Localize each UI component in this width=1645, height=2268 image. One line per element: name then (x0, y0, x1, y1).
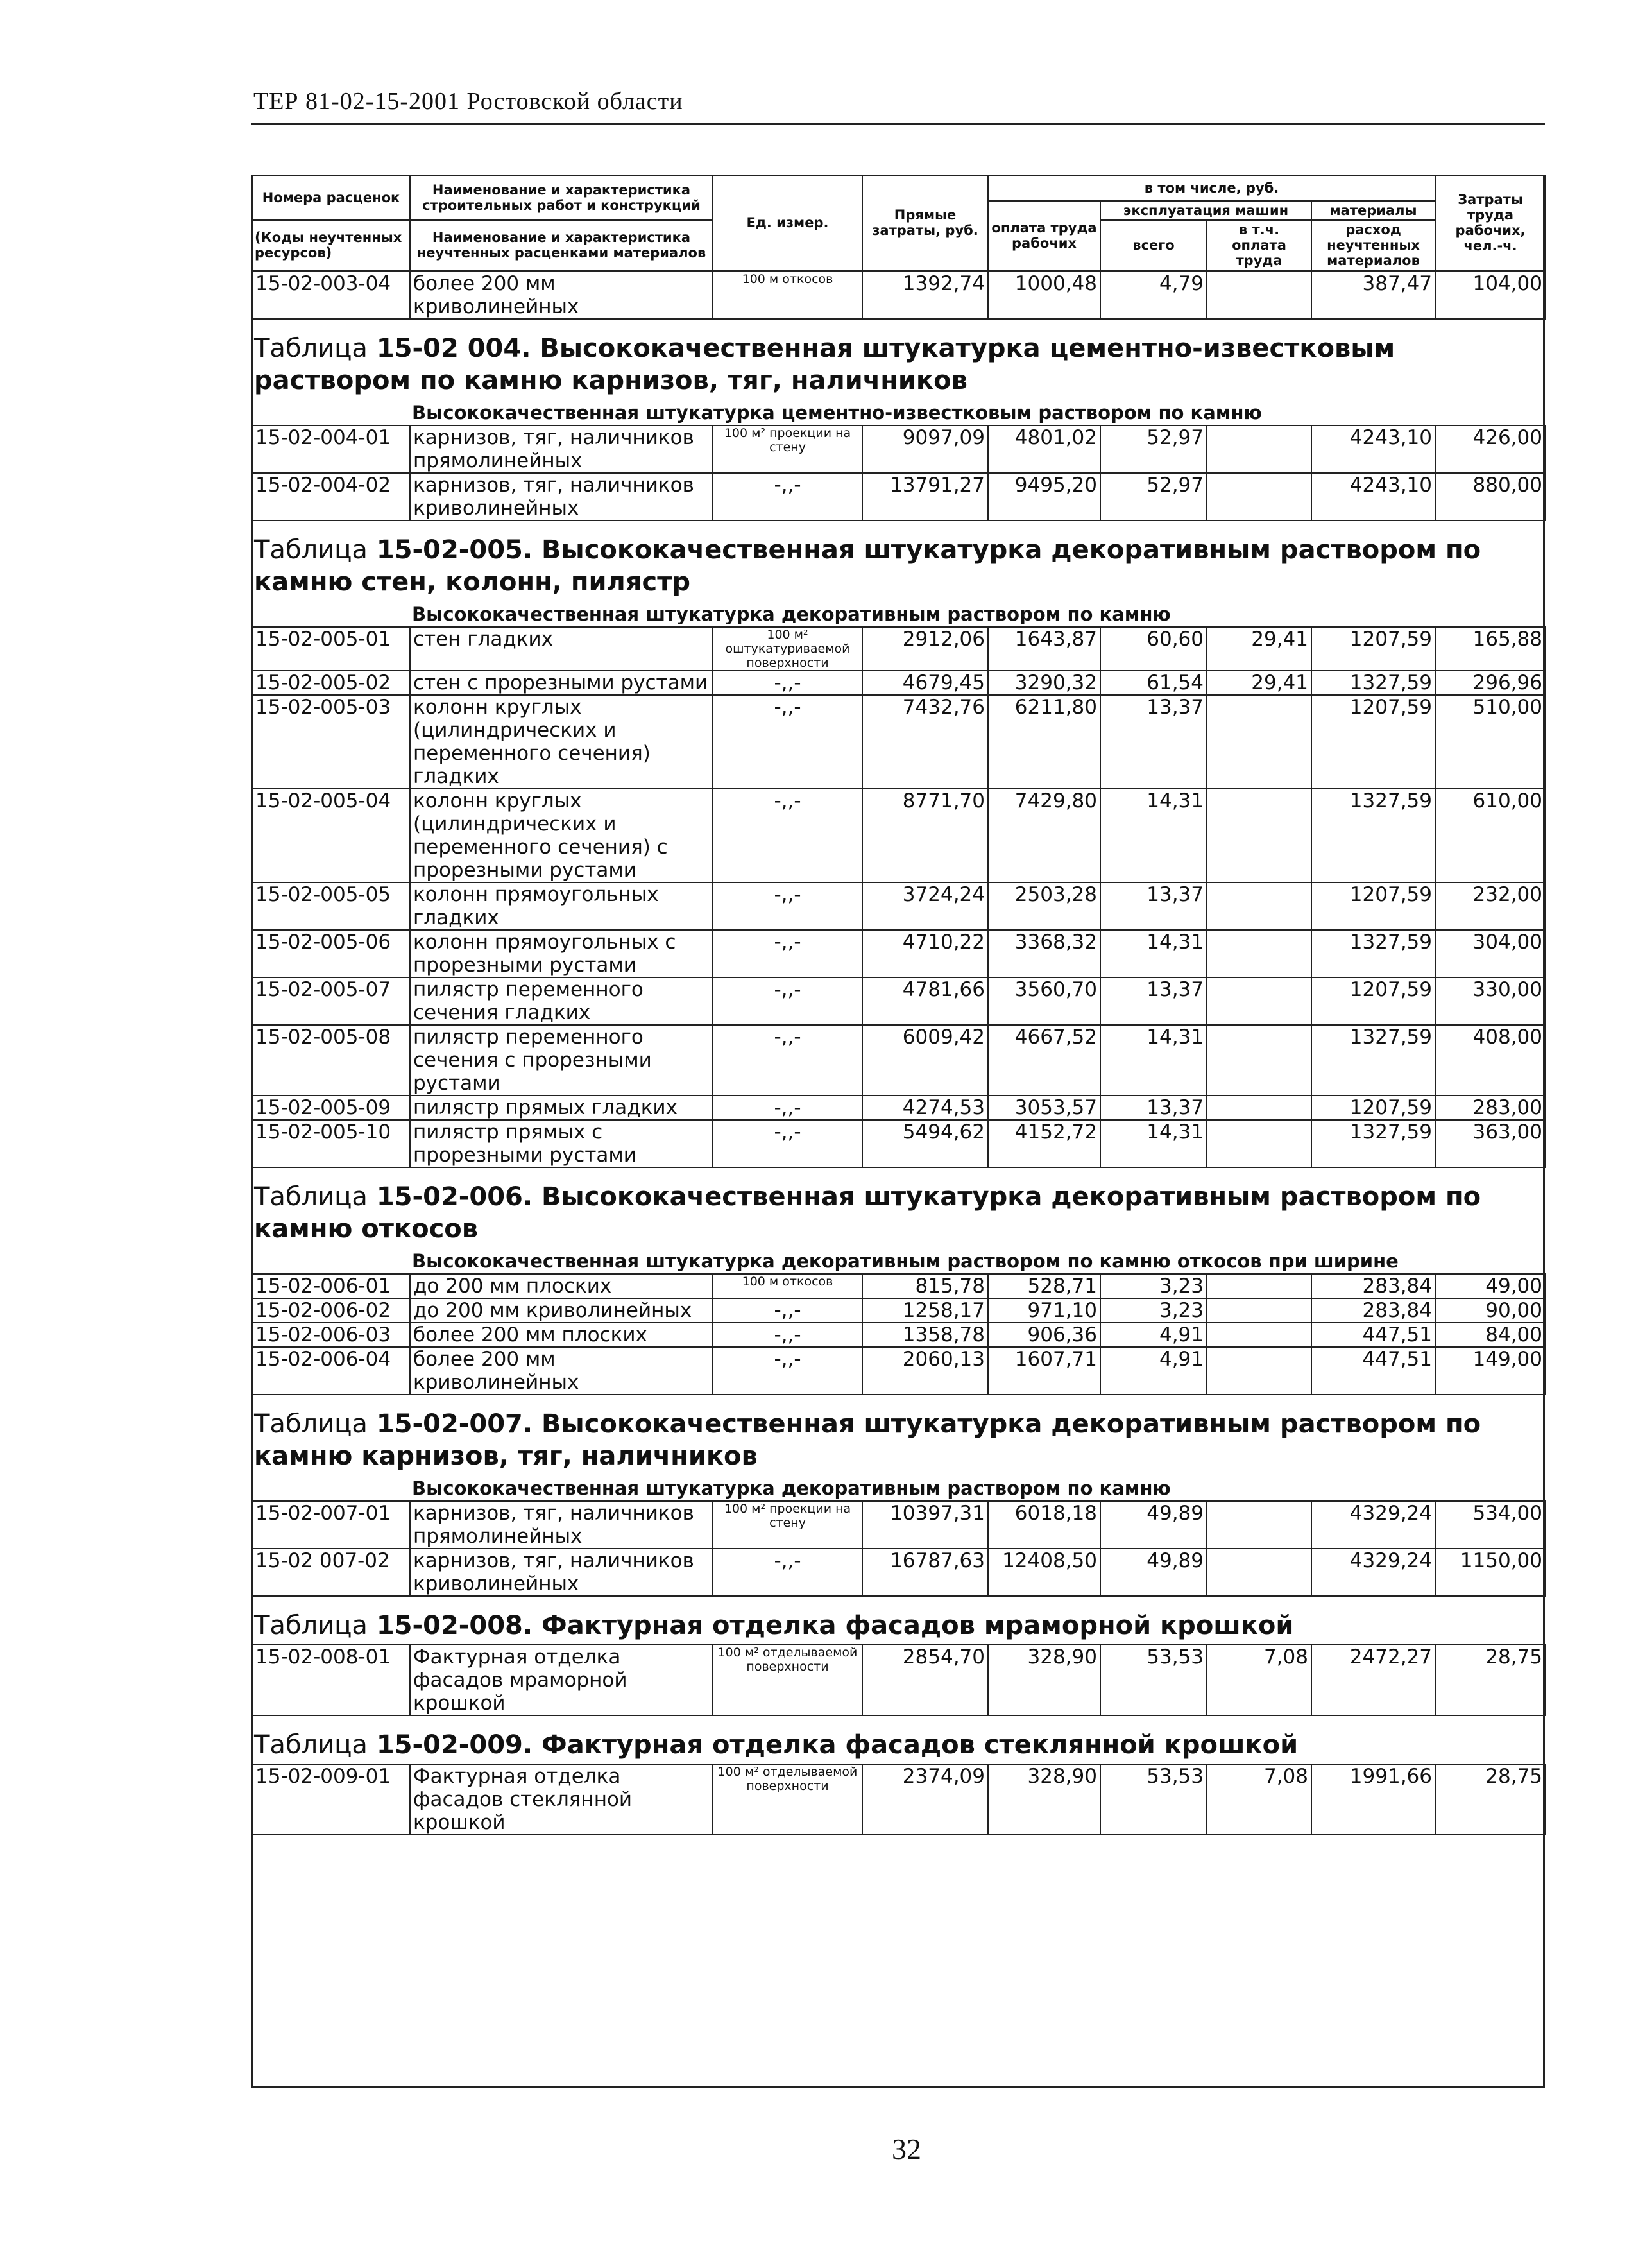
machines-wage (1207, 930, 1311, 977)
direct-cost: 1392,74 (862, 271, 988, 319)
machines-wage (1207, 1347, 1311, 1395)
table-number: 15-02 004. (376, 334, 531, 363)
table-heading: Высококачественная штукатурка декоративным раствором по камню откосов (254, 1182, 1481, 1244)
labor-cost: 232,00 (1435, 882, 1546, 930)
table-title (251, 1168, 1545, 1248)
direct-cost: 4274,53 (862, 1095, 988, 1120)
labor-cost: 363,00 (1435, 1120, 1546, 1167)
unit: 100 м² отделываемой поверхности (713, 1764, 862, 1835)
machines-cost: 49,89 (1100, 1501, 1207, 1549)
unit: -,,- (713, 882, 862, 930)
direct-cost: 6009,42 (862, 1025, 988, 1095)
machines-wage: 29,41 (1207, 671, 1311, 695)
header-machines-wage: в т.ч. оплата труда (1207, 220, 1311, 270)
rate-code: 15-02 007-02 (252, 1549, 410, 1596)
content (251, 175, 1545, 1835)
labor-cost: 426,00 (1435, 425, 1546, 473)
materials-cost: 4243,10 (1311, 473, 1435, 520)
rate-code: 15-02-005-07 (252, 977, 410, 1025)
table-row (252, 977, 1546, 1025)
wage-cost: 9495,20 (988, 473, 1100, 520)
table-number: 15-02-005. (376, 535, 533, 565)
header-unit: Ед. измер. (713, 175, 862, 270)
header-name-top: Наименование и характеристика строительных работ и конструкций (410, 175, 713, 220)
rate-code: 15-02-003-04 (252, 271, 410, 319)
work-name: колонн прямоугольных с прорезными рустами (410, 930, 713, 977)
header-materials: материалы (1311, 201, 1435, 220)
machines-wage (1207, 1274, 1311, 1298)
table-subtitle: Высококачественная штукатурка декоративным раствором по камню откосов при ширине (412, 1250, 1399, 1272)
rate-code: 15-02-005-05 (252, 882, 410, 930)
labor-cost: 296,96 (1435, 671, 1546, 695)
labor-cost: 510,00 (1435, 695, 1546, 789)
work-name: стен гладких (410, 627, 713, 671)
labor-cost: 283,00 (1435, 1095, 1546, 1120)
rates-table (251, 1764, 1546, 1835)
table-row (252, 271, 1546, 319)
running-head: ТЕР 81-02-15-2001 Ростовской области (253, 88, 683, 115)
table-heading: Высококачественная штукатурка декоративным раствором по камню стен, колонн, пилястр (254, 535, 1481, 597)
wage-cost: 328,90 (988, 1645, 1100, 1715)
table-row (252, 473, 1546, 520)
work-name: Фактурная отделка фасадов стеклянной крошкой (410, 1764, 713, 1835)
rate-code: 15-02-004-01 (252, 425, 410, 473)
wage-cost: 4667,52 (988, 1025, 1100, 1095)
machines-cost: 61,54 (1100, 671, 1207, 695)
unit: -,,- (713, 1120, 862, 1167)
materials-cost: 283,84 (1311, 1274, 1435, 1298)
materials-cost: 1327,59 (1311, 1025, 1435, 1095)
rate-code: 15-02-006-03 (252, 1323, 410, 1347)
table-title (251, 521, 1545, 601)
work-name: карнизов, тяг, наличников криволинейных (410, 473, 713, 520)
header-incl: в том числе, руб. (988, 175, 1435, 201)
machines-wage: 7,08 (1207, 1645, 1311, 1715)
unit: 100 м откосов (713, 1274, 862, 1298)
work-name: стен с прорезными рустами (410, 671, 713, 695)
direct-cost: 2060,13 (862, 1347, 988, 1395)
table-row (252, 789, 1546, 882)
table-label: Таблица (254, 1409, 368, 1439)
machines-wage (1207, 1025, 1311, 1095)
table-row (252, 1645, 1546, 1715)
wage-cost: 7429,80 (988, 789, 1100, 882)
rates-table-top (251, 271, 1546, 320)
labor-cost: 610,00 (1435, 789, 1546, 882)
wage-cost: 4801,02 (988, 425, 1100, 473)
work-name: пилястр переменного сечения с прорезными рустами (410, 1025, 713, 1095)
work-name: Фактурная отделка фасадов мраморной крошкой (410, 1645, 713, 1715)
table-label: Таблица (254, 1611, 368, 1640)
labor-cost: 90,00 (1435, 1298, 1546, 1323)
wage-cost: 4152,72 (988, 1120, 1100, 1167)
direct-cost: 2374,09 (862, 1764, 988, 1835)
unit: -,,- (713, 930, 862, 977)
machines-cost: 4,91 (1100, 1347, 1207, 1395)
labor-cost: 104,00 (1435, 271, 1546, 319)
machines-wage (1207, 695, 1311, 789)
table-row (252, 627, 1546, 671)
table-number: 15-02-006. (376, 1182, 533, 1212)
wage-cost: 971,10 (988, 1298, 1100, 1323)
machines-cost: 13,37 (1100, 977, 1207, 1025)
header-rule (251, 123, 1545, 125)
table-row (252, 1274, 1546, 1298)
rate-code: 15-02-005-04 (252, 789, 410, 882)
direct-cost: 1358,78 (862, 1323, 988, 1347)
machines-wage (1207, 1095, 1311, 1120)
header-machines: эксплуатация машин (1100, 201, 1311, 220)
direct-cost: 10397,31 (862, 1501, 988, 1549)
machines-wage (1207, 977, 1311, 1025)
unit: 100 м² проекции на стену (713, 1501, 862, 1549)
header-name-bottom: Наименование и характеристика неучтенных расценками материалов (410, 220, 713, 270)
labor-cost: 149,00 (1435, 1347, 1546, 1395)
wage-cost: 6211,80 (988, 695, 1100, 789)
direct-cost: 4679,45 (862, 671, 988, 695)
rate-code: 15-02-005-01 (252, 627, 410, 671)
machines-cost: 49,89 (1100, 1549, 1207, 1596)
machines-cost: 13,37 (1100, 1095, 1207, 1120)
work-name: карнизов, тяг, наличников прямолинейных (410, 425, 713, 473)
table-row (252, 1025, 1546, 1095)
unit: -,,- (713, 789, 862, 882)
table-number: 15-02-009. (376, 1730, 533, 1760)
header-direct: Прямые затраты, руб. (862, 175, 988, 270)
column-header (251, 175, 1546, 271)
materials-cost: 4243,10 (1311, 425, 1435, 473)
machines-wage (1207, 789, 1311, 882)
machines-cost: 14,31 (1100, 1025, 1207, 1095)
direct-cost: 7432,76 (862, 695, 988, 789)
wage-cost: 3368,32 (988, 930, 1100, 977)
materials-cost: 1207,59 (1311, 627, 1435, 671)
rate-code: 15-02-005-10 (252, 1120, 410, 1167)
work-name: карнизов, тяг, наличников криволинейных (410, 1549, 713, 1596)
wage-cost: 12408,50 (988, 1549, 1100, 1596)
materials-cost: 1327,59 (1311, 671, 1435, 695)
header-codes-top: Номера расценок (252, 175, 410, 220)
table-row (252, 1120, 1546, 1167)
materials-cost: 1327,59 (1311, 930, 1435, 977)
machines-cost: 52,97 (1100, 473, 1207, 520)
work-name: колонн круглых (цилиндрических и переменного сечения) с прорезными рустами (410, 789, 713, 882)
machines-wage (1207, 271, 1311, 319)
rate-code: 15-02-005-02 (252, 671, 410, 695)
table-row (252, 1298, 1546, 1323)
machines-cost: 14,31 (1100, 930, 1207, 977)
unit: -,,- (713, 1095, 862, 1120)
table-heading: Фактурная отделка фасадов мраморной крошкой (541, 1611, 1294, 1640)
unit: -,,- (713, 1549, 862, 1596)
table-subtitle: Высококачественная штукатурка декоративным раствором по камню (412, 603, 1171, 625)
unit: -,,- (713, 977, 862, 1025)
unit: -,,- (713, 1323, 862, 1347)
rates-table (251, 1500, 1546, 1597)
wage-cost: 528,71 (988, 1274, 1100, 1298)
work-name: более 200 мм криволинейных (410, 271, 713, 319)
direct-cost: 1258,17 (862, 1298, 988, 1323)
machines-wage: 7,08 (1207, 1764, 1311, 1835)
table-row (252, 1549, 1546, 1596)
rate-sections (251, 271, 1545, 1835)
materials-cost: 2472,27 (1311, 1645, 1435, 1715)
rates-table (251, 1644, 1546, 1716)
wage-cost: 3560,70 (988, 977, 1100, 1025)
labor-cost: 165,88 (1435, 627, 1546, 671)
rate-code: 15-02-005-08 (252, 1025, 410, 1095)
direct-cost: 5494,62 (862, 1120, 988, 1167)
labor-cost: 49,00 (1435, 1274, 1546, 1298)
machines-cost: 3,23 (1100, 1298, 1207, 1323)
unit: 100 м² проекции на стену (713, 425, 862, 473)
wage-cost: 2503,28 (988, 882, 1100, 930)
direct-cost: 4710,22 (862, 930, 988, 977)
table-row (252, 1501, 1546, 1549)
machines-wage (1207, 425, 1311, 473)
machines-wage (1207, 1501, 1311, 1549)
direct-cost: 16787,63 (862, 1549, 988, 1596)
machines-wage (1207, 1298, 1311, 1323)
machines-cost: 4,79 (1100, 271, 1207, 319)
table-label: Таблица (254, 535, 368, 565)
table-subtitle: Высококачественная штукатурка цементно-известковым раствором по камню (412, 402, 1262, 424)
table-row (252, 671, 1546, 695)
rate-code: 15-02-006-02 (252, 1298, 410, 1323)
table-row (252, 1347, 1546, 1395)
materials-cost: 1207,59 (1311, 977, 1435, 1025)
unit: 100 м² оштукатуриваемой поверхности (713, 627, 862, 671)
materials-cost: 1207,59 (1311, 1095, 1435, 1120)
wage-cost: 3053,57 (988, 1095, 1100, 1120)
header-labor: Затраты труда рабочих, чел.-ч. (1435, 175, 1546, 270)
unit: -,,- (713, 473, 862, 520)
work-name: колонн прямоугольных гладких (410, 882, 713, 930)
machines-wage (1207, 882, 1311, 930)
header-wage: оплата труда рабочих (988, 201, 1100, 270)
machines-cost: 13,37 (1100, 882, 1207, 930)
direct-cost: 3724,24 (862, 882, 988, 930)
rate-code: 15-02-007-01 (252, 1501, 410, 1549)
machines-cost: 13,37 (1100, 695, 1207, 789)
materials-cost: 1207,59 (1311, 695, 1435, 789)
labor-cost: 1150,00 (1435, 1549, 1546, 1596)
rate-code: 15-02-005-06 (252, 930, 410, 977)
table-subtitle: Высококачественная штукатурка декоративным раствором по камню (412, 1477, 1171, 1499)
wage-cost: 906,36 (988, 1323, 1100, 1347)
unit: -,,- (713, 1025, 862, 1095)
labor-cost: 84,00 (1435, 1323, 1546, 1347)
materials-cost: 447,51 (1311, 1347, 1435, 1395)
work-name: более 200 мм криволинейных (410, 1347, 713, 1395)
machines-cost: 52,97 (1100, 425, 1207, 473)
table-row (252, 1095, 1546, 1120)
header-codes-bottom: (Коды неучтенных ресурсов) (252, 220, 410, 270)
rate-code: 15-02-005-03 (252, 695, 410, 789)
table-row (252, 695, 1546, 789)
rate-code: 15-02-008-01 (252, 1645, 410, 1715)
labor-cost: 304,00 (1435, 930, 1546, 977)
table-row (252, 930, 1546, 977)
machines-cost: 3,23 (1100, 1274, 1207, 1298)
unit: -,,- (713, 1298, 862, 1323)
table-title (251, 1597, 1545, 1644)
table-heading: Фактурная отделка фасадов стеклянной крошкой (541, 1730, 1299, 1760)
machines-wage (1207, 1549, 1311, 1596)
rate-code: 15-02-005-09 (252, 1095, 410, 1120)
direct-cost: 815,78 (862, 1274, 988, 1298)
direct-cost: 2912,06 (862, 627, 988, 671)
machines-cost: 14,31 (1100, 1120, 1207, 1167)
labor-cost: 880,00 (1435, 473, 1546, 520)
materials-cost: 4329,24 (1311, 1549, 1435, 1596)
direct-cost: 13791,27 (862, 473, 988, 520)
labor-cost: 408,00 (1435, 1025, 1546, 1095)
table-row (252, 425, 1546, 473)
rates-table (251, 1273, 1546, 1395)
materials-cost: 1327,59 (1311, 1120, 1435, 1167)
machines-cost: 53,53 (1100, 1645, 1207, 1715)
rate-code: 15-02-006-04 (252, 1347, 410, 1395)
unit: -,,- (713, 671, 862, 695)
machines-cost: 53,53 (1100, 1764, 1207, 1835)
unit: -,,- (713, 1347, 862, 1395)
work-name: до 200 мм плоских (410, 1274, 713, 1298)
rates-table (251, 425, 1546, 521)
rate-code: 15-02-004-02 (252, 473, 410, 520)
materials-cost: 1207,59 (1311, 882, 1435, 930)
table-label: Таблица (254, 1182, 368, 1212)
direct-cost: 9097,09 (862, 425, 988, 473)
page-number: 32 (892, 2133, 921, 2165)
machines-cost: 14,31 (1100, 789, 1207, 882)
work-name: пилястр переменного сечения гладких (410, 977, 713, 1025)
direct-cost: 8771,70 (862, 789, 988, 882)
direct-cost: 4781,66 (862, 977, 988, 1025)
table-heading: Высококачественная штукатурка цементно-известковым раствором по камню карнизов, тяг, наличников (254, 334, 1395, 395)
work-name: до 200 мм криволинейных (410, 1298, 713, 1323)
labor-cost: 28,75 (1435, 1645, 1546, 1715)
work-name: более 200 мм плоских (410, 1323, 713, 1347)
table-heading: Высококачественная штукатурка декоративным раствором по камню карнизов, тяг, наличников (254, 1409, 1481, 1471)
wage-cost: 3290,32 (988, 671, 1100, 695)
table-number: 15-02-008. (376, 1611, 533, 1640)
work-name: колонн круглых (цилиндрических и переменного сечения) гладких (410, 695, 713, 789)
table-label: Таблица (254, 1730, 368, 1760)
table-row (252, 1764, 1546, 1835)
header-materials-sub: расход неучтенных материалов (1311, 220, 1435, 270)
rates-table (251, 626, 1546, 1168)
wage-cost: 1607,71 (988, 1347, 1100, 1395)
wage-cost: 1643,87 (988, 627, 1100, 671)
labor-cost: 330,00 (1435, 977, 1546, 1025)
header-machines-total: всего (1100, 220, 1207, 270)
materials-cost: 387,47 (1311, 271, 1435, 319)
work-name: пилястр прямых с прорезными рустами (410, 1120, 713, 1167)
table-label: Таблица (254, 334, 368, 363)
work-name: пилястр прямых гладких (410, 1095, 713, 1120)
table-title (251, 1716, 1545, 1764)
wage-cost: 6018,18 (988, 1501, 1100, 1549)
machines-wage (1207, 1323, 1311, 1347)
work-name: карнизов, тяг, наличников прямолинейных (410, 1501, 713, 1549)
materials-cost: 447,51 (1311, 1323, 1435, 1347)
materials-cost: 1991,66 (1311, 1764, 1435, 1835)
unit: 100 м² отделываемой поверхности (713, 1645, 862, 1715)
machines-cost: 4,91 (1100, 1323, 1207, 1347)
unit: -,,- (713, 695, 862, 789)
table-number: 15-02-007. (376, 1409, 533, 1439)
wage-cost: 328,90 (988, 1764, 1100, 1835)
rate-code: 15-02-009-01 (252, 1764, 410, 1835)
unit: 100 м откосов (713, 271, 862, 319)
table-row (252, 882, 1546, 930)
machines-wage (1207, 473, 1311, 520)
labor-cost: 534,00 (1435, 1501, 1546, 1549)
machines-wage: 29,41 (1207, 627, 1311, 671)
table-row (252, 1323, 1546, 1347)
rate-code: 15-02-006-01 (252, 1274, 410, 1298)
table-title (251, 320, 1545, 399)
machines-wage (1207, 1120, 1311, 1167)
materials-cost: 4329,24 (1311, 1501, 1435, 1549)
direct-cost: 2854,70 (862, 1645, 988, 1715)
materials-cost: 283,84 (1311, 1298, 1435, 1323)
table-title (251, 1395, 1545, 1475)
wage-cost: 1000,48 (988, 271, 1100, 319)
materials-cost: 1327,59 (1311, 789, 1435, 882)
labor-cost: 28,75 (1435, 1764, 1546, 1835)
machines-cost: 60,60 (1100, 627, 1207, 671)
